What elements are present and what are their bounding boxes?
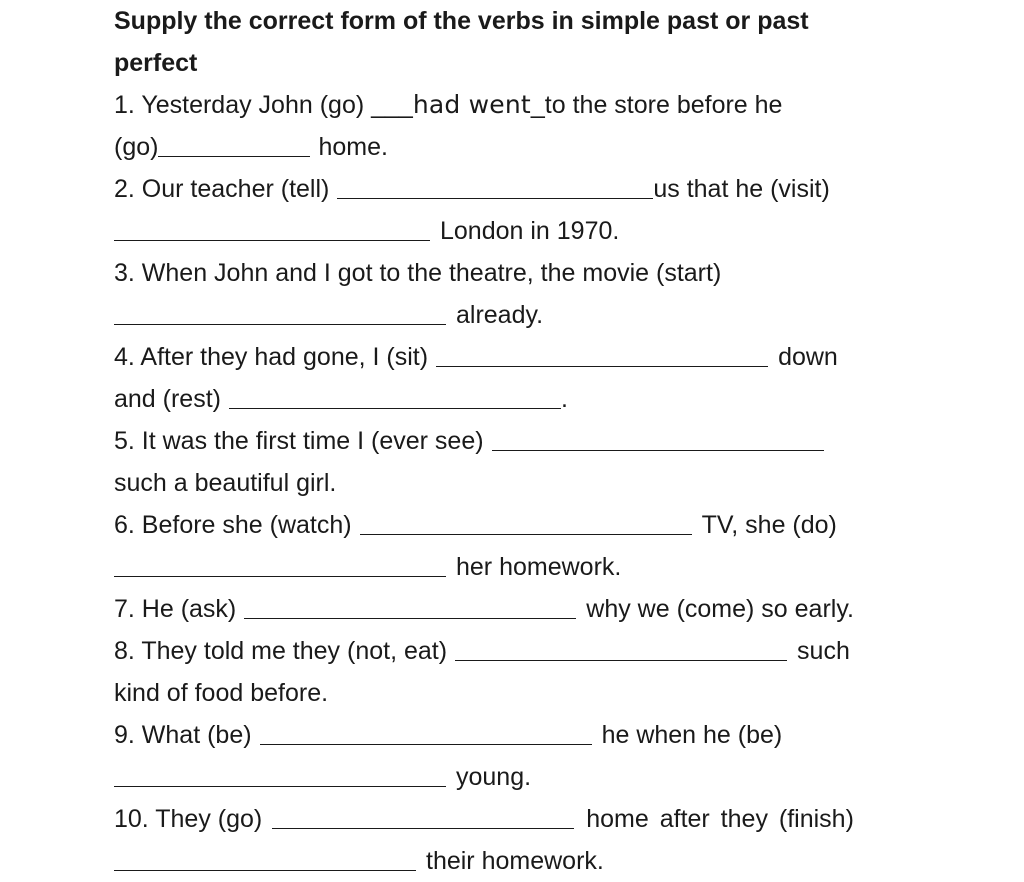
question-8-text: 8. They told me they (not, eat) (114, 637, 448, 665)
answer-blank-3[interactable] (114, 298, 446, 325)
question-9-text: 9. What (be) (114, 721, 252, 749)
question-8-line-1 (114, 630, 850, 672)
question-4-text-cont: down (778, 343, 838, 371)
answer-blank-7[interactable] (244, 592, 576, 619)
question-10-text: 10. They (go) (114, 805, 263, 833)
question-2-end: London in 1970. (440, 217, 620, 245)
question-3-line-2 (114, 294, 543, 336)
question-2-text: 2. Our teacher (tell) (114, 175, 330, 203)
question-6-text-cont: TV, she (do) (701, 511, 837, 539)
question-1-text-cont: _to the store before he (530, 91, 783, 119)
question-8-text-cont: such (797, 637, 850, 665)
question-1-handwritten-answer: had went (412, 90, 531, 119)
question-1-line-2 (114, 126, 388, 168)
question-7-text: 7. He (ask) (114, 595, 237, 623)
question-6-line-2 (114, 546, 621, 588)
question-6-text: 6. Before she (watch) (114, 511, 352, 539)
question-1-text: 1. Yesterday John (go) ___ (114, 91, 413, 119)
answer-blank-9b[interactable] (114, 760, 446, 787)
question-8-end: kind of food before. (114, 679, 329, 707)
question-10-end: their homework. (426, 847, 604, 875)
question-10-line-1 (114, 798, 854, 840)
question-1-line-1 (114, 84, 782, 126)
answer-blank-4b[interactable] (229, 382, 561, 409)
question-9-line-1 (114, 714, 782, 756)
question-3-line-1 (114, 252, 721, 294)
question-3-end: already. (456, 301, 544, 329)
answer-blank-6a[interactable] (360, 508, 692, 535)
question-3-text: 3. When John and I got to the theatre, the movie (start) (114, 259, 722, 287)
question-4-verb: and (rest) (114, 385, 221, 413)
question-9-text-cont: he when he (be) (601, 721, 783, 749)
answer-blank-9a[interactable] (260, 718, 592, 745)
question-5-text: 5. It was the first time I (ever see) (114, 427, 484, 455)
answer-blank-10b[interactable] (114, 844, 416, 871)
answer-blank-8[interactable] (455, 634, 787, 661)
question-7-line-1 (114, 588, 854, 630)
answer-blank-2a[interactable] (337, 172, 653, 199)
question-10-text-cont: home after they (finish) (586, 805, 854, 833)
worksheet-title-line-2 (114, 42, 197, 84)
question-2-line-1 (114, 168, 830, 210)
question-1-end: home. (318, 133, 388, 161)
question-6-end: her homework. (456, 553, 622, 581)
worksheet-title-line-1 (114, 0, 809, 42)
question-4-line-2 (114, 378, 568, 420)
question-4-end: . (560, 385, 568, 413)
question-4-line-1 (114, 336, 838, 378)
question-2-text-cont: us that he (visit) (653, 175, 830, 203)
question-6-line-1 (114, 504, 837, 546)
question-9-line-2 (114, 756, 531, 798)
question-1-verb: (go) (114, 133, 159, 161)
question-9-end: young. (456, 763, 532, 791)
question-5-line-2 (114, 462, 336, 504)
question-7-text-cont: why we (come) so early. (586, 595, 854, 623)
answer-blank-2b[interactable] (114, 214, 430, 241)
answer-blank-4a[interactable] (436, 340, 768, 367)
question-5-end: such a beautiful girl. (114, 469, 337, 497)
question-8-line-2 (114, 672, 328, 714)
answer-blank-6b[interactable] (114, 550, 446, 577)
question-10-line-2 (114, 840, 604, 882)
answer-blank-1b[interactable] (158, 130, 310, 157)
worksheet-title: Supply the correct form of the verbs in simple past or past (114, 7, 809, 35)
question-5-line-1 (114, 420, 824, 462)
answer-blank-10a[interactable] (272, 802, 574, 829)
question-4-text: 4. After they had gone, I (sit) (114, 343, 429, 371)
worksheet-title-cont: perfect (114, 49, 198, 77)
answer-blank-5[interactable] (492, 424, 824, 451)
question-2-line-2 (114, 210, 619, 252)
